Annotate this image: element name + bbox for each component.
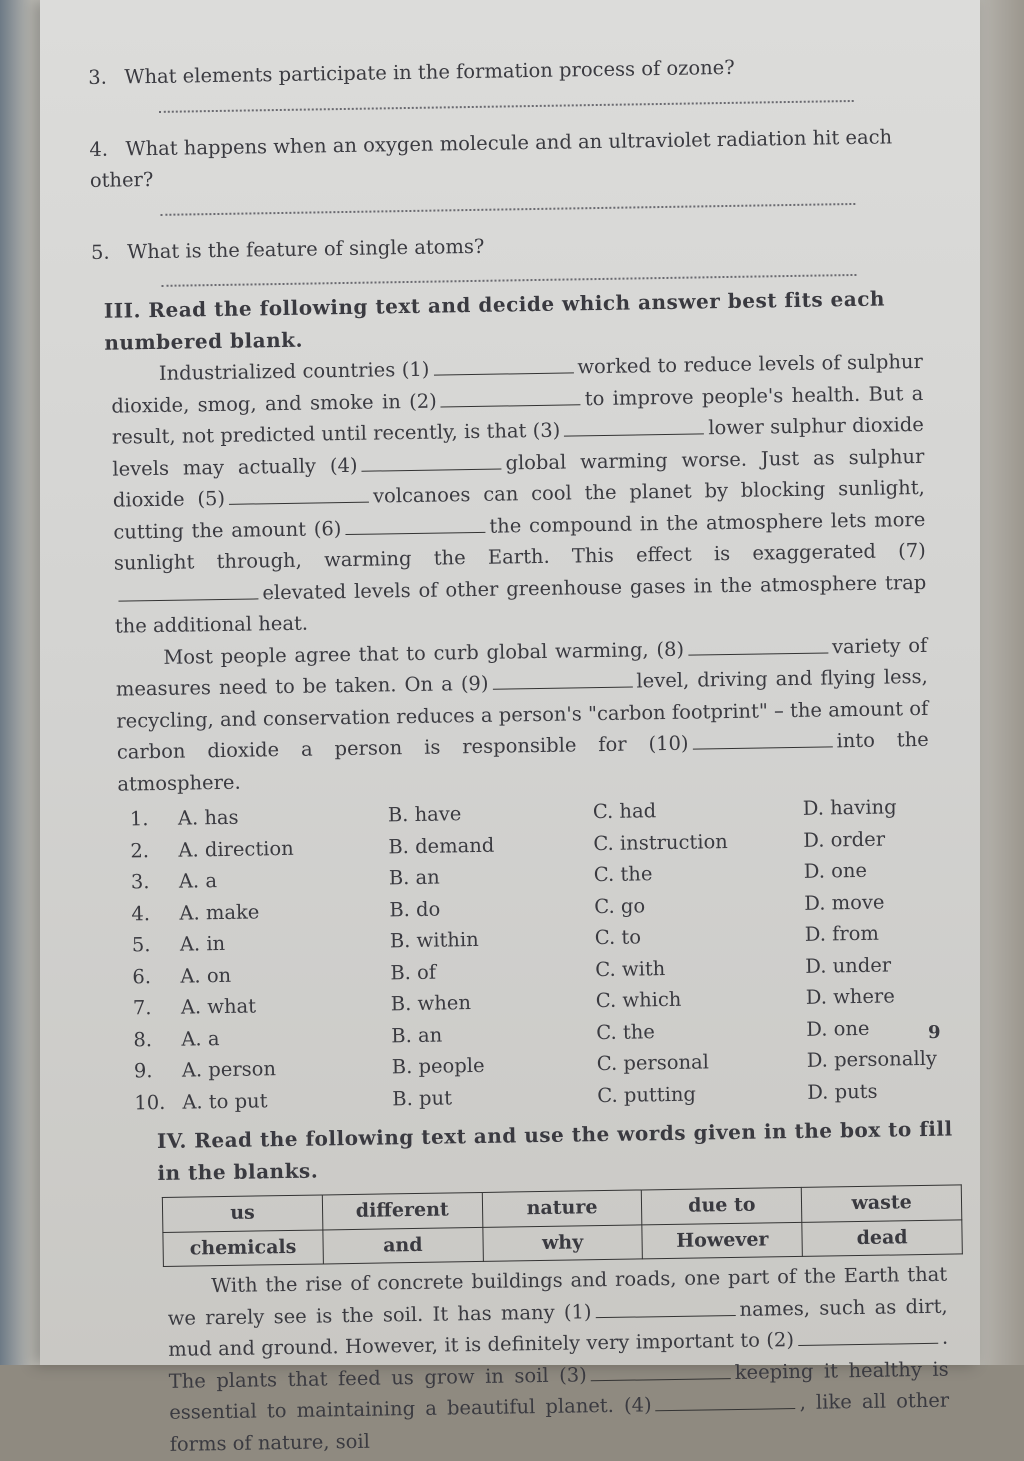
option-a[interactable]: A. on xyxy=(180,963,232,988)
question-text: What happens when an oxygen molecule and an ultraviolet radiation hit each other? xyxy=(89,124,893,192)
option-d[interactable]: D. puts xyxy=(807,1079,878,1104)
blank-1[interactable] xyxy=(433,356,573,375)
option-a[interactable]: A. to put xyxy=(182,1088,268,1114)
answer-line-5[interactable] xyxy=(161,262,856,287)
section-3-text xyxy=(111,346,930,800)
answer-line-4[interactable] xyxy=(160,190,855,215)
option-c[interactable]: C. the xyxy=(593,862,653,887)
blank-6[interactable] xyxy=(345,515,485,534)
option-a[interactable]: A. what xyxy=(180,994,257,1019)
option-a[interactable]: A. make xyxy=(179,899,260,925)
option-b[interactable]: B. within xyxy=(389,927,479,953)
question-text: What is the feature of single atoms? xyxy=(127,234,485,263)
blank-9[interactable] xyxy=(492,671,632,690)
paragraph-3 xyxy=(167,1259,950,1460)
blank-s4-1[interactable] xyxy=(595,1298,735,1317)
text-fragment: to improve people's health. But a result, not predicted until recently, is that (3) xyxy=(111,381,924,449)
text-fragment: volcanoes can cool the planet by blocking sunlight, cutting the amount (6) xyxy=(113,475,925,544)
blank-s4-3[interactable] xyxy=(591,1362,731,1381)
text-fragment: keeping it healthy is essential to maintaining a beautiful planet. (4) xyxy=(169,1357,949,1424)
option-b[interactable]: B. an xyxy=(391,1023,443,1047)
blank-3[interactable] xyxy=(564,417,704,436)
word-box xyxy=(162,1184,963,1267)
word-box-cell: different xyxy=(322,1192,482,1229)
option-number: 3. xyxy=(130,870,150,894)
question-5 xyxy=(91,223,941,268)
option-d[interactable]: D. move xyxy=(804,890,885,915)
paragraph-1 xyxy=(111,346,927,642)
option-b[interactable]: B. of xyxy=(390,960,437,984)
question-number: 4. xyxy=(89,137,109,161)
blank-7[interactable] xyxy=(118,582,258,601)
option-c[interactable]: C. instruction xyxy=(593,829,728,855)
blank-s4-2[interactable] xyxy=(798,1327,938,1346)
option-a[interactable]: A. person xyxy=(181,1057,277,1082)
section-4-heading: IV. Read the following text and use the words given in the box to fill in the blanks. xyxy=(156,1116,953,1185)
option-d[interactable]: D. order xyxy=(803,827,886,852)
section-3-heading: III. Read the following text and decide which answer best fits each numbered blank. xyxy=(103,286,886,355)
option-a[interactable]: A. in xyxy=(179,931,226,956)
blank-8[interactable] xyxy=(688,636,828,655)
text-fragment: the compound in the atmosphere lets more sunlight through, warming the Earth. This effect is exaggerated (7) xyxy=(113,507,926,575)
question-text: What elements participate in the formation process of ozone? xyxy=(124,55,735,89)
option-c[interactable]: C. had xyxy=(592,799,657,824)
blank-10[interactable] xyxy=(692,730,832,749)
blank-2[interactable] xyxy=(441,388,581,407)
option-number: 8. xyxy=(133,1027,153,1051)
word-box-cell: us xyxy=(162,1195,322,1232)
option-a[interactable]: A. a xyxy=(178,869,218,893)
text-fragment: With the rise of concrete buildings and roads, one part of the Earth that we rarely see is the soil. It has many (1) xyxy=(167,1262,948,1330)
option-number: 9. xyxy=(133,1059,153,1083)
word-box-cell: chemicals xyxy=(163,1229,323,1266)
text-fragment: Most people agree that to curb global warming, (8) xyxy=(163,637,685,669)
text-fragment: , like all other forms of nature, soil xyxy=(169,1388,950,1456)
text-fragment: level, driving and flying less, recycling, and conservation reduces a person's "carbon footprint" – the amount of carbon dioxide a person is responsible for (10) xyxy=(116,664,929,764)
page-number: 9 xyxy=(928,1022,941,1043)
text-fragment: lower sulphur dioxide levels may actually (4) xyxy=(112,412,924,481)
text-fragment: . The plants that feed us grow in soil (3) xyxy=(168,1325,949,1393)
option-d[interactable]: D. personally xyxy=(806,1046,938,1072)
option-number: 2. xyxy=(130,838,150,862)
option-a[interactable]: A. has xyxy=(177,805,239,830)
question-number: 5. xyxy=(90,240,110,264)
text-fragment: worked to reduce levels of sulphur dioxide, smog, and smoke in (2) xyxy=(111,349,923,418)
option-d[interactable]: D. one xyxy=(806,1016,870,1041)
option-number: 7. xyxy=(132,996,152,1020)
option-c[interactable]: C. putting xyxy=(597,1082,697,1107)
section-4-text xyxy=(167,1259,950,1460)
option-number: 10. xyxy=(134,1090,166,1114)
word-box-cell: waste xyxy=(801,1185,961,1222)
option-c[interactable]: C. personal xyxy=(596,1050,710,1076)
word-box-cell: dead xyxy=(802,1219,962,1256)
question-4 xyxy=(89,120,940,196)
option-d[interactable]: D. having xyxy=(802,795,897,820)
word-box-cell: why xyxy=(482,1224,642,1261)
option-b[interactable]: B. people xyxy=(391,1053,485,1079)
blank-4[interactable] xyxy=(361,452,501,471)
page-content xyxy=(88,49,960,1461)
book-edge-right xyxy=(975,0,1024,1365)
paragraph-2 xyxy=(115,629,929,799)
blank-5[interactable] xyxy=(229,486,369,505)
question-number: 3. xyxy=(88,65,108,89)
option-d[interactable]: D. from xyxy=(804,921,880,946)
text-fragment: global warming worse. Just as sulphur dioxide (5) xyxy=(112,444,925,512)
word-box-cell: and xyxy=(323,1227,483,1264)
answer-line-3[interactable] xyxy=(159,87,854,112)
option-c[interactable]: C. which xyxy=(595,987,682,1013)
option-number: 6. xyxy=(132,964,152,988)
option-b[interactable]: B. do xyxy=(389,897,441,921)
option-c[interactable]: C. with xyxy=(595,956,666,981)
option-c[interactable]: C. go xyxy=(594,893,646,918)
option-b[interactable]: B. put xyxy=(392,1085,453,1110)
text-fragment: into the atmosphere. xyxy=(117,727,929,796)
option-d[interactable]: D. one xyxy=(803,858,868,883)
blank-s4-4[interactable] xyxy=(655,1392,795,1411)
text-fragment: variety of measures need to be taken. On a (9) xyxy=(115,633,928,701)
option-b[interactable]: B. when xyxy=(390,991,472,1016)
option-a[interactable]: A. direction xyxy=(178,836,294,862)
text-fragment: names, such as dirt, mud and ground. However, it is definitely very important to (2) xyxy=(168,1294,948,1361)
text-fragment: Industrialized countries (1) xyxy=(158,357,430,385)
option-number: 1. xyxy=(129,807,149,831)
option-b[interactable]: B. demand xyxy=(388,833,495,858)
option-c[interactable]: C. to xyxy=(594,925,642,950)
option-b[interactable]: B. an xyxy=(388,865,440,890)
word-box-cell: However xyxy=(642,1222,802,1259)
answer-options xyxy=(130,791,955,1119)
option-d[interactable]: D. where xyxy=(805,984,895,1009)
option-c[interactable]: C. the xyxy=(596,1019,656,1044)
text-fragment: elevated levels of other greenhouse gases in the atmosphere trap the additional heat. xyxy=(114,570,927,638)
option-number: 4. xyxy=(131,901,151,925)
option-number: 5. xyxy=(131,933,151,957)
option-a[interactable]: A. a xyxy=(181,1026,220,1051)
option-d[interactable]: D. under xyxy=(805,952,892,978)
option-b[interactable]: B. have xyxy=(387,802,462,827)
word-box-cell: nature xyxy=(482,1190,642,1227)
word-box-cell: due to xyxy=(642,1187,802,1224)
